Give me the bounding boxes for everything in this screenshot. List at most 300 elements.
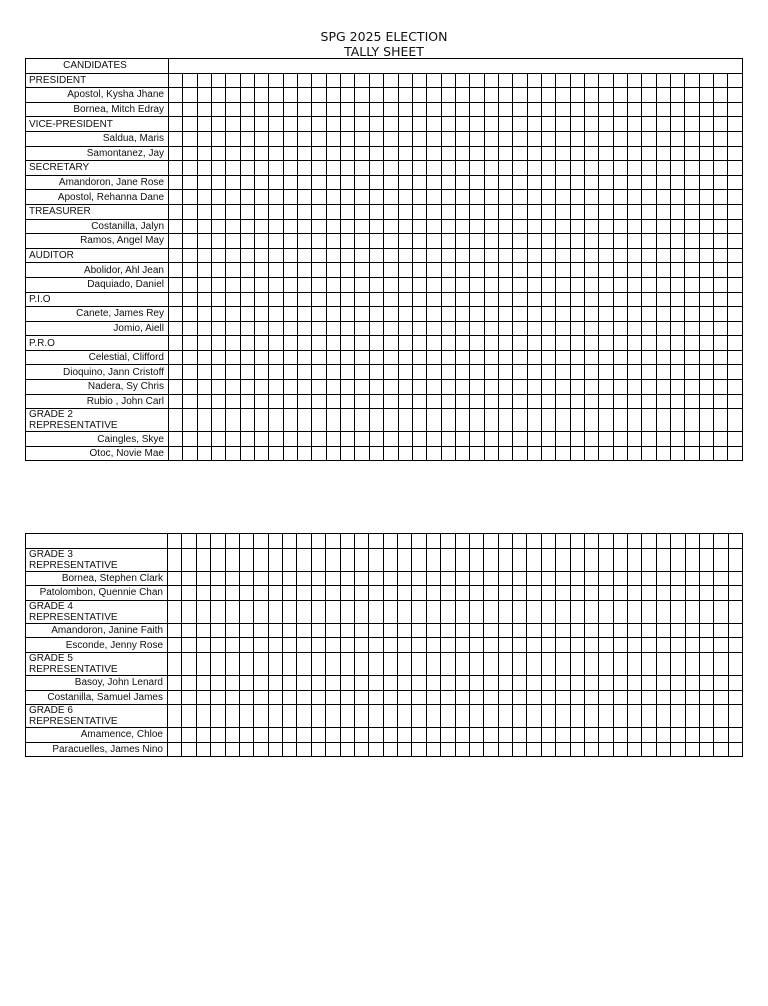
tally-cell[interactable] bbox=[212, 307, 226, 322]
tally-cell[interactable] bbox=[269, 204, 283, 219]
tally-cell[interactable] bbox=[642, 571, 656, 586]
tally-cell[interactable] bbox=[384, 131, 398, 146]
tally-cell[interactable] bbox=[427, 263, 441, 278]
tally-cell[interactable] bbox=[642, 350, 656, 365]
tally-cell[interactable] bbox=[269, 131, 283, 146]
tally-cell[interactable] bbox=[470, 307, 484, 322]
tally-cell[interactable] bbox=[570, 742, 584, 757]
tally-cell[interactable] bbox=[469, 742, 483, 757]
tally-cell[interactable] bbox=[484, 623, 498, 638]
tally-cell[interactable] bbox=[298, 175, 312, 190]
tally-cell[interactable] bbox=[671, 219, 685, 234]
tally-cell[interactable] bbox=[255, 432, 269, 447]
tally-cell[interactable] bbox=[226, 131, 240, 146]
tally-cell[interactable] bbox=[197, 292, 211, 307]
tally-cell[interactable] bbox=[255, 88, 269, 103]
tally-cell[interactable] bbox=[326, 571, 340, 586]
tally-cell[interactable] bbox=[211, 600, 225, 623]
tally-cell[interactable] bbox=[728, 548, 742, 571]
tally-cell[interactable] bbox=[714, 446, 728, 461]
tally-cell[interactable] bbox=[556, 219, 570, 234]
tally-cell[interactable] bbox=[369, 131, 383, 146]
tally-cell[interactable] bbox=[269, 365, 283, 380]
tally-cell[interactable] bbox=[513, 380, 527, 395]
tally-cell[interactable] bbox=[527, 117, 541, 132]
tally-cell[interactable] bbox=[699, 548, 713, 571]
tally-cell[interactable] bbox=[268, 534, 282, 549]
tally-cell[interactable] bbox=[541, 690, 555, 705]
tally-cell[interactable] bbox=[584, 190, 598, 205]
tally-cell[interactable] bbox=[599, 742, 613, 757]
tally-cell[interactable] bbox=[211, 728, 225, 743]
tally-cell[interactable] bbox=[570, 534, 584, 549]
tally-cell[interactable] bbox=[455, 600, 469, 623]
tally-cell[interactable] bbox=[384, 446, 398, 461]
tally-cell[interactable] bbox=[470, 234, 484, 249]
tally-cell[interactable] bbox=[355, 307, 369, 322]
tally-cell[interactable] bbox=[212, 446, 226, 461]
tally-cell[interactable] bbox=[183, 219, 197, 234]
tally-cell[interactable] bbox=[427, 175, 441, 190]
tally-cell[interactable] bbox=[527, 73, 541, 88]
tally-cell[interactable] bbox=[527, 131, 541, 146]
tally-cell[interactable] bbox=[656, 131, 670, 146]
tally-cell[interactable] bbox=[312, 175, 326, 190]
tally-cell[interactable] bbox=[197, 277, 211, 292]
tally-cell[interactable] bbox=[584, 652, 598, 675]
tally-cell[interactable] bbox=[168, 623, 182, 638]
tally-cell[interactable] bbox=[283, 88, 297, 103]
tally-cell[interactable] bbox=[728, 190, 743, 205]
tally-cell[interactable] bbox=[642, 73, 656, 88]
tally-cell[interactable] bbox=[240, 73, 254, 88]
tally-cell[interactable] bbox=[226, 365, 240, 380]
tally-cell[interactable] bbox=[239, 652, 253, 675]
tally-cell[interactable] bbox=[355, 88, 369, 103]
tally-cell[interactable] bbox=[412, 146, 426, 161]
tally-cell[interactable] bbox=[212, 190, 226, 205]
tally-cell[interactable] bbox=[369, 705, 383, 728]
tally-cell[interactable] bbox=[169, 277, 183, 292]
tally-cell[interactable] bbox=[498, 263, 512, 278]
tally-cell[interactable] bbox=[613, 638, 627, 653]
tally-cell[interactable] bbox=[240, 409, 254, 432]
tally-cell[interactable] bbox=[556, 638, 570, 653]
tally-cell[interactable] bbox=[656, 248, 670, 263]
tally-cell[interactable] bbox=[312, 219, 326, 234]
tally-cell[interactable] bbox=[183, 432, 197, 447]
tally-cell[interactable] bbox=[714, 705, 728, 728]
tally-cell[interactable] bbox=[642, 292, 656, 307]
tally-cell[interactable] bbox=[541, 432, 555, 447]
tally-cell[interactable] bbox=[642, 534, 656, 549]
tally-cell[interactable] bbox=[570, 409, 584, 432]
tally-cell[interactable] bbox=[671, 234, 685, 249]
tally-cell[interactable] bbox=[656, 548, 670, 571]
tally-cell[interactable] bbox=[570, 675, 584, 690]
tally-cell[interactable] bbox=[240, 292, 254, 307]
tally-cell[interactable] bbox=[541, 548, 555, 571]
tally-cell[interactable] bbox=[283, 131, 297, 146]
tally-cell[interactable] bbox=[255, 350, 269, 365]
tally-cell[interactable] bbox=[642, 204, 656, 219]
tally-cell[interactable] bbox=[182, 675, 196, 690]
tally-cell[interactable] bbox=[298, 446, 312, 461]
tally-cell[interactable] bbox=[570, 88, 584, 103]
tally-cell[interactable] bbox=[426, 548, 440, 571]
tally-cell[interactable] bbox=[426, 690, 440, 705]
tally-cell[interactable] bbox=[211, 534, 225, 549]
tally-cell[interactable] bbox=[255, 204, 269, 219]
tally-cell[interactable] bbox=[369, 394, 383, 409]
tally-cell[interactable] bbox=[183, 190, 197, 205]
tally-cell[interactable] bbox=[212, 336, 226, 351]
tally-cell[interactable] bbox=[728, 675, 742, 690]
tally-cell[interactable] bbox=[398, 365, 412, 380]
tally-cell[interactable] bbox=[455, 292, 469, 307]
tally-cell[interactable] bbox=[269, 248, 283, 263]
tally-cell[interactable] bbox=[326, 638, 340, 653]
tally-cell[interactable] bbox=[527, 728, 541, 743]
tally-cell[interactable] bbox=[498, 146, 512, 161]
tally-cell[interactable] bbox=[341, 73, 355, 88]
tally-cell[interactable] bbox=[556, 350, 570, 365]
tally-cell[interactable] bbox=[312, 88, 326, 103]
tally-cell[interactable] bbox=[628, 350, 642, 365]
tally-cell[interactable] bbox=[239, 586, 253, 601]
tally-cell[interactable] bbox=[212, 117, 226, 132]
tally-cell[interactable] bbox=[599, 248, 613, 263]
tally-cell[interactable] bbox=[326, 380, 340, 395]
tally-cell[interactable] bbox=[426, 742, 440, 757]
tally-cell[interactable] bbox=[196, 623, 210, 638]
tally-cell[interactable] bbox=[427, 409, 441, 432]
tally-cell[interactable] bbox=[455, 307, 469, 322]
tally-cell[interactable] bbox=[240, 446, 254, 461]
tally-cell[interactable] bbox=[197, 161, 211, 176]
tally-cell[interactable] bbox=[269, 175, 283, 190]
tally-cell[interactable] bbox=[283, 263, 297, 278]
tally-cell[interactable] bbox=[671, 190, 685, 205]
tally-cell[interactable] bbox=[412, 652, 426, 675]
tally-cell[interactable] bbox=[297, 675, 311, 690]
tally-cell[interactable] bbox=[699, 131, 713, 146]
tally-cell[interactable] bbox=[556, 675, 570, 690]
tally-cell[interactable] bbox=[714, 190, 728, 205]
tally-cell[interactable] bbox=[613, 321, 627, 336]
tally-cell[interactable] bbox=[527, 277, 541, 292]
tally-cell[interactable] bbox=[671, 350, 685, 365]
tally-cell[interactable] bbox=[671, 638, 685, 653]
tally-cell[interactable] bbox=[240, 248, 254, 263]
tally-cell[interactable] bbox=[498, 690, 512, 705]
tally-cell[interactable] bbox=[556, 292, 570, 307]
tally-cell[interactable] bbox=[699, 146, 713, 161]
tally-cell[interactable] bbox=[455, 534, 469, 549]
tally-cell[interactable] bbox=[254, 690, 268, 705]
tally-cell[interactable] bbox=[182, 742, 196, 757]
tally-cell[interactable] bbox=[498, 380, 512, 395]
tally-cell[interactable] bbox=[441, 102, 455, 117]
tally-cell[interactable] bbox=[642, 219, 656, 234]
tally-cell[interactable] bbox=[384, 263, 398, 278]
tally-cell[interactable] bbox=[498, 742, 512, 757]
tally-cell[interactable] bbox=[398, 728, 412, 743]
tally-cell[interactable] bbox=[628, 321, 642, 336]
tally-cell[interactable] bbox=[255, 380, 269, 395]
tally-cell[interactable] bbox=[469, 600, 483, 623]
tally-cell[interactable] bbox=[225, 742, 239, 757]
tally-cell[interactable] bbox=[226, 248, 240, 263]
tally-cell[interactable] bbox=[455, 380, 469, 395]
tally-cell[interactable] bbox=[226, 190, 240, 205]
tally-cell[interactable] bbox=[226, 234, 240, 249]
tally-cell[interactable] bbox=[513, 175, 527, 190]
tally-cell[interactable] bbox=[642, 675, 656, 690]
tally-cell[interactable] bbox=[728, 365, 743, 380]
tally-cell[interactable] bbox=[628, 571, 642, 586]
tally-cell[interactable] bbox=[671, 117, 685, 132]
tally-cell[interactable] bbox=[196, 705, 210, 728]
tally-cell[interactable] bbox=[283, 380, 297, 395]
tally-cell[interactable] bbox=[656, 705, 670, 728]
tally-cell[interactable] bbox=[441, 73, 455, 88]
tally-cell[interactable] bbox=[239, 742, 253, 757]
tally-cell[interactable] bbox=[628, 623, 642, 638]
tally-cell[interactable] bbox=[728, 277, 743, 292]
tally-cell[interactable] bbox=[455, 652, 469, 675]
tally-cell[interactable] bbox=[570, 102, 584, 117]
tally-cell[interactable] bbox=[541, 365, 555, 380]
tally-cell[interactable] bbox=[541, 204, 555, 219]
tally-cell[interactable] bbox=[197, 190, 211, 205]
tally-cell[interactable] bbox=[714, 175, 728, 190]
tally-cell[interactable] bbox=[527, 350, 541, 365]
tally-cell[interactable] bbox=[354, 652, 368, 675]
tally-cell[interactable] bbox=[728, 88, 743, 103]
tally-cell[interactable] bbox=[326, 175, 340, 190]
tally-cell[interactable] bbox=[169, 102, 183, 117]
tally-cell[interactable] bbox=[196, 652, 210, 675]
tally-cell[interactable] bbox=[441, 336, 455, 351]
tally-cell[interactable] bbox=[484, 307, 498, 322]
tally-cell[interactable] bbox=[398, 307, 412, 322]
tally-cell[interactable] bbox=[369, 652, 383, 675]
tally-cell[interactable] bbox=[240, 88, 254, 103]
tally-cell[interactable] bbox=[671, 131, 685, 146]
tally-cell[interactable] bbox=[182, 548, 196, 571]
tally-cell[interactable] bbox=[656, 638, 670, 653]
tally-cell[interactable] bbox=[513, 571, 527, 586]
tally-cell[interactable] bbox=[656, 219, 670, 234]
tally-cell[interactable] bbox=[269, 321, 283, 336]
tally-cell[interactable] bbox=[455, 409, 469, 432]
tally-cell[interactable] bbox=[326, 623, 340, 638]
tally-cell[interactable] bbox=[255, 394, 269, 409]
tally-cell[interactable] bbox=[226, 321, 240, 336]
tally-cell[interactable] bbox=[570, 263, 584, 278]
tally-cell[interactable] bbox=[427, 117, 441, 132]
tally-cell[interactable] bbox=[283, 623, 297, 638]
tally-cell[interactable] bbox=[169, 190, 183, 205]
tally-cell[interactable] bbox=[685, 292, 699, 307]
tally-cell[interactable] bbox=[255, 321, 269, 336]
tally-cell[interactable] bbox=[728, 307, 743, 322]
tally-cell[interactable] bbox=[541, 102, 555, 117]
tally-cell[interactable] bbox=[341, 380, 355, 395]
tally-cell[interactable] bbox=[341, 263, 355, 278]
tally-cell[interactable] bbox=[426, 705, 440, 728]
tally-cell[interactable] bbox=[628, 380, 642, 395]
tally-cell[interactable] bbox=[255, 219, 269, 234]
tally-cell[interactable] bbox=[384, 350, 398, 365]
tally-cell[interactable] bbox=[628, 409, 642, 432]
tally-cell[interactable] bbox=[714, 161, 728, 176]
tally-cell[interactable] bbox=[570, 350, 584, 365]
tally-cell[interactable] bbox=[656, 204, 670, 219]
tally-cell[interactable] bbox=[196, 690, 210, 705]
tally-cell[interactable] bbox=[685, 146, 699, 161]
tally-cell[interactable] bbox=[311, 728, 325, 743]
tally-cell[interactable] bbox=[513, 277, 527, 292]
tally-cell[interactable] bbox=[312, 292, 326, 307]
tally-cell[interactable] bbox=[513, 652, 527, 675]
tally-cell[interactable] bbox=[470, 292, 484, 307]
tally-cell[interactable] bbox=[412, 623, 426, 638]
tally-cell[interactable] bbox=[699, 336, 713, 351]
tally-cell[interactable] bbox=[484, 534, 498, 549]
tally-cell[interactable] bbox=[412, 675, 426, 690]
tally-cell[interactable] bbox=[182, 586, 196, 601]
tally-cell[interactable] bbox=[599, 623, 613, 638]
tally-cell[interactable] bbox=[584, 705, 598, 728]
tally-cell[interactable] bbox=[642, 277, 656, 292]
tally-cell[interactable] bbox=[584, 534, 598, 549]
tally-cell[interactable] bbox=[427, 102, 441, 117]
tally-cell[interactable] bbox=[671, 365, 685, 380]
tally-cell[interactable] bbox=[355, 277, 369, 292]
tally-cell[interactable] bbox=[613, 742, 627, 757]
tally-cell[interactable] bbox=[513, 307, 527, 322]
tally-cell[interactable] bbox=[455, 638, 469, 653]
tally-cell[interactable] bbox=[183, 234, 197, 249]
tally-cell[interactable] bbox=[642, 394, 656, 409]
tally-cell[interactable] bbox=[412, 161, 426, 176]
tally-cell[interactable] bbox=[169, 409, 183, 432]
tally-cell[interactable] bbox=[169, 117, 183, 132]
tally-cell[interactable] bbox=[455, 88, 469, 103]
tally-cell[interactable] bbox=[182, 623, 196, 638]
tally-cell[interactable] bbox=[714, 117, 728, 132]
tally-cell[interactable] bbox=[527, 321, 541, 336]
tally-cell[interactable] bbox=[212, 380, 226, 395]
tally-cell[interactable] bbox=[283, 394, 297, 409]
tally-cell[interactable] bbox=[426, 728, 440, 743]
tally-cell[interactable] bbox=[484, 102, 498, 117]
tally-cell[interactable] bbox=[283, 277, 297, 292]
tally-cell[interactable] bbox=[656, 277, 670, 292]
tally-cell[interactable] bbox=[383, 652, 397, 675]
tally-cell[interactable] bbox=[656, 190, 670, 205]
tally-cell[interactable] bbox=[326, 117, 340, 132]
tally-cell[interactable] bbox=[398, 117, 412, 132]
tally-cell[interactable] bbox=[211, 652, 225, 675]
tally-cell[interactable] bbox=[369, 307, 383, 322]
tally-cell[interactable] bbox=[412, 102, 426, 117]
tally-cell[interactable] bbox=[326, 190, 340, 205]
tally-cell[interactable] bbox=[541, 409, 555, 432]
tally-cell[interactable] bbox=[556, 73, 570, 88]
tally-cell[interactable] bbox=[326, 548, 340, 571]
tally-cell[interactable] bbox=[169, 131, 183, 146]
tally-cell[interactable] bbox=[541, 292, 555, 307]
tally-cell[interactable] bbox=[728, 219, 743, 234]
tally-cell[interactable] bbox=[470, 350, 484, 365]
tally-cell[interactable] bbox=[642, 88, 656, 103]
tally-cell[interactable] bbox=[412, 728, 426, 743]
tally-cell[interactable] bbox=[398, 409, 412, 432]
tally-cell[interactable] bbox=[384, 117, 398, 132]
tally-cell[interactable] bbox=[369, 219, 383, 234]
tally-cell[interactable] bbox=[484, 728, 498, 743]
tally-cell[interactable] bbox=[441, 675, 455, 690]
tally-cell[interactable] bbox=[355, 365, 369, 380]
tally-cell[interactable] bbox=[541, 73, 555, 88]
tally-cell[interactable] bbox=[513, 409, 527, 432]
tally-cell[interactable] bbox=[340, 638, 354, 653]
tally-cell[interactable] bbox=[354, 600, 368, 623]
tally-cell[interactable] bbox=[628, 117, 642, 132]
tally-cell[interactable] bbox=[455, 263, 469, 278]
tally-cell[interactable] bbox=[283, 204, 297, 219]
tally-cell[interactable] bbox=[240, 234, 254, 249]
tally-cell[interactable] bbox=[714, 336, 728, 351]
tally-cell[interactable] bbox=[628, 534, 642, 549]
tally-cell[interactable] bbox=[312, 190, 326, 205]
tally-cell[interactable] bbox=[642, 117, 656, 132]
tally-cell[interactable] bbox=[656, 263, 670, 278]
tally-cell[interactable] bbox=[311, 638, 325, 653]
tally-cell[interactable] bbox=[455, 73, 469, 88]
tally-cell[interactable] bbox=[240, 432, 254, 447]
tally-cell[interactable] bbox=[398, 394, 412, 409]
tally-cell[interactable] bbox=[556, 102, 570, 117]
tally-cell[interactable] bbox=[211, 548, 225, 571]
tally-cell[interactable] bbox=[212, 432, 226, 447]
tally-cell[interactable] bbox=[239, 571, 253, 586]
tally-cell[interactable] bbox=[656, 690, 670, 705]
tally-cell[interactable] bbox=[513, 219, 527, 234]
tally-cell[interactable] bbox=[369, 350, 383, 365]
tally-cell[interactable] bbox=[699, 263, 713, 278]
tally-cell[interactable] bbox=[642, 175, 656, 190]
tally-cell[interactable] bbox=[326, 88, 340, 103]
tally-cell[interactable] bbox=[441, 190, 455, 205]
tally-cell[interactable] bbox=[240, 131, 254, 146]
tally-cell[interactable] bbox=[613, 307, 627, 322]
tally-cell[interactable] bbox=[628, 586, 642, 601]
tally-cell[interactable] bbox=[584, 336, 598, 351]
tally-cell[interactable] bbox=[297, 742, 311, 757]
tally-cell[interactable] bbox=[183, 307, 197, 322]
tally-cell[interactable] bbox=[513, 623, 527, 638]
tally-cell[interactable] bbox=[642, 336, 656, 351]
tally-cell[interactable] bbox=[196, 638, 210, 653]
tally-cell[interactable] bbox=[269, 161, 283, 176]
tally-cell[interactable] bbox=[312, 146, 326, 161]
tally-cell[interactable] bbox=[470, 102, 484, 117]
tally-cell[interactable] bbox=[484, 600, 498, 623]
